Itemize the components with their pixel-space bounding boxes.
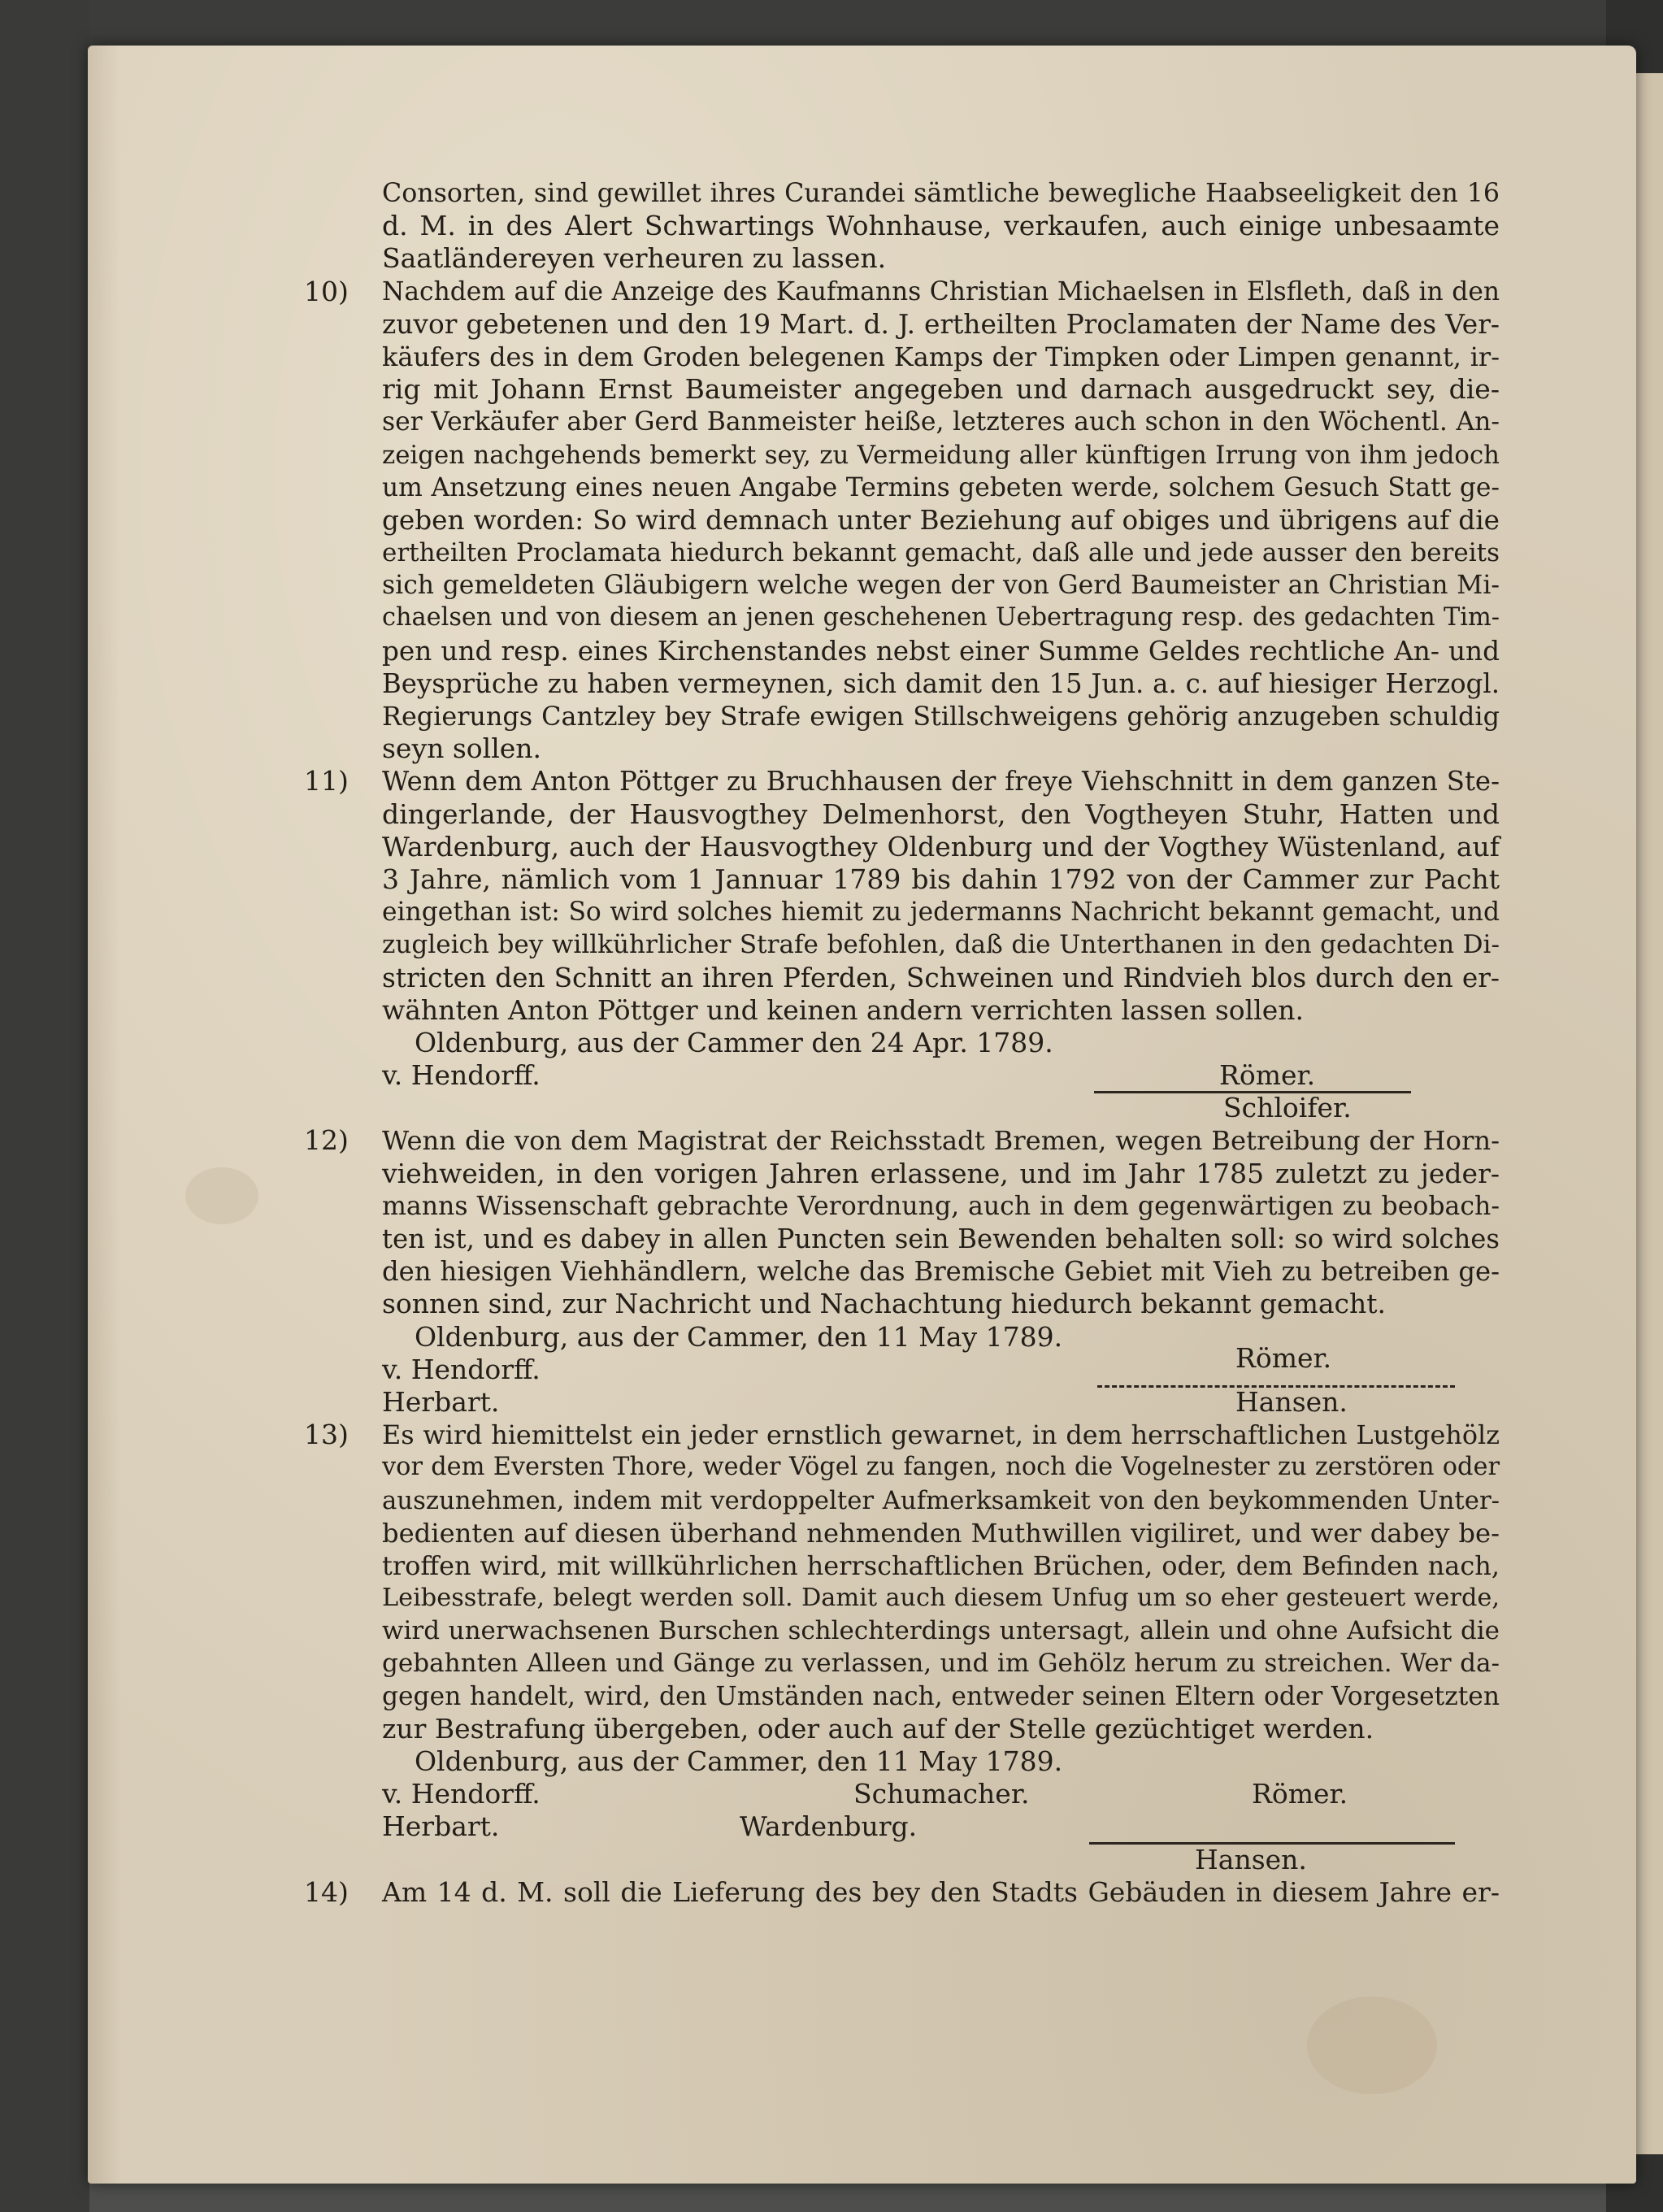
text-line: sich gemeldeten Gläubigern welche wegen der von Gerd Baumeister an Christian Mi- [382,571,1500,601]
text-line: ser Verkäufer aber Gerd Banmeister heiße, letzteres auch schon in den Wöchentl. An- [382,407,1500,437]
text-line: eingethan ist: So wird solches hiemit zu jedermanns Nachricht bekannt gemacht, und [382,897,1500,928]
text-line: Beysprüche zu haben vermeynen, sich damit den 15 Jun. a. c. auf hiesiger Herzogl. [382,667,1500,699]
text-line: dingerlande, der Hausvogthey Delmenhorst, den Vogtheyen Stuhr, Hatten und [382,797,1500,830]
text-line: zeigen nachgehends bemerkt sey, zu Vermeidung aller künftigen Irrung von ihm jedoch [382,440,1500,470]
paper-stain [185,1167,258,1224]
signature-row [382,1059,1500,1092]
text-line: gebahnten Alleen und Gänge zu verlassen, und im Gehölz herum zu streichen. Wer da- [382,1649,1500,1679]
text-line: troffen wird, mit willkührlichen herrschaftlichen Brüchen, oder, dem Befinden nach, [382,1549,1500,1581]
text-line: zur Bestrafung übergeben, oder auch auf der Stelle gezüchtiget werden. [382,1712,1374,1745]
signature: Römer. [1219,1059,1316,1092]
entry-12 [304,1124,1500,1419]
signature: Schumacher. [853,1778,1030,1810]
text-line: Consorten, sind gewillet ihres Curandei sämtliche bewegliche Haabseeligkeit den 16 [382,179,1500,208]
signature: v. Hendorff. [382,1778,541,1810]
place-date: Oldenburg, aus der Cammer, den 11 May 1789. [415,1745,1063,1777]
text-line: wird unerwachsenen Burschen schlechterdings untersagt, allein und ohne Aufsicht die [382,1616,1500,1646]
place-date: Oldenburg, aus der Cammer den 24 Apr. 1789. [415,1026,1053,1058]
text-line: Regierungs Cantzley bey Strafe ewigen Stillschweigens gehörig anzugeben schuldig [382,701,1500,732]
text-line: chaelsen und von diesem an jenen geschehenen Uebertragung resp. des gedachten Tim- [382,603,1500,632]
signature: Römer. [1252,1778,1348,1810]
text-line: ertheilten Proclamata hiedurch bekannt gemacht, daß alle und jede ausser den bereits [382,538,1500,568]
text-line: Wenn dem Anton Pöttger zu Bruchhausen der freye Viehschnitt in dem ganzen Ste- [382,766,1500,797]
text-line: manns Wissenschaft gebrachte Verordnung, auch in dem gegenwärtigen zu beobach- [382,1191,1500,1221]
text-line: käufers des in dem Groden belegenen Kamps der Timpken oder Limpen genannt, ir- [382,341,1500,372]
signature-row [382,1844,1500,1876]
entry-14 [304,1875,1500,1909]
document-text [304,177,1500,1909]
signature: Römer. [1235,1341,1332,1374]
text-line: 3 Jahre, nämlich vom 1 Jannuar 1789 bis dahin 1792 von der Cammer zur Pacht [382,863,1500,895]
scan-backdrop-left [0,0,89,2212]
text-line: seyn sollen. [382,732,542,765]
text-line: pen und resp. eines Kirchenstandes nebst einer Summe Geldes rechtliche An- und [382,635,1500,667]
text-line: bedienten auf diesen überhand nehmenden Muthwillen vigiliret, und wer dabey be- [382,1517,1500,1549]
entry-number: 12) [304,1124,349,1157]
text-line: viehweiden, in den vorigen Jahren erlassene, und im Jahr 1785 zuletzt zu jeder- [382,1157,1500,1189]
entry-10 [304,275,1500,766]
text-line: stricten den Schnitt an ihren Pferden, Schweinen und Rindvieh blos durch den er- [382,962,1500,993]
signature: Herbart. [382,1810,500,1843]
text-line: um Ansetzung eines neuen Angabe Termins gebeten werde, solchem Gesuch Statt ge- [382,472,1500,502]
signature: Hansen. [1235,1385,1348,1418]
text-line: Nachdem auf die Anzeige des Kaufmanns Christian Michaelsen in Elsfleth, daß in den [382,276,1500,306]
signature-row [382,1386,1500,1419]
entry-number: 10) [304,275,349,307]
text-line: d. M. in des Alert Schwartings Wohnhause, verkaufen, auch einige unbesaamte [382,210,1500,242]
text-line: vor dem Eversten Thore, weder Vögel zu fangen, noch die Vogelnester zu zerstören oder [382,1453,1500,1482]
place-date: Oldenburg, aus der Cammer, den 11 May 1789. [415,1320,1063,1353]
entry-number: 11) [304,765,349,797]
fragment-paragraph [382,177,1500,276]
signature: Herbart. [382,1385,500,1418]
text-line: Es wird hiemittelst ein jeder ernstlich gewarnet, in dem herrschaftlichen Lustgehölz [382,1419,1500,1451]
signature: Hansen. [1195,1843,1307,1875]
text-line: zuvor gebetenen und den 19 Mart. d. J. ertheilten Proclamaten der Name des Ver- [382,308,1500,340]
signature: Wardenburg. [740,1810,918,1843]
text-line: Am 14 d. M. soll die Lieferung des bey den Stadts Gebäuden in diesem Jahre er- [382,1875,1500,1908]
text-line: auszunehmen, indem mit verdoppelter Aufmerksamkeit von den beykommenden Unter- [382,1485,1500,1515]
signature-row [382,1341,1500,1386]
text-line: ten ist, und es dabey in allen Puncten sein Bewenden behalten soll: so wird solches [382,1223,1500,1254]
entry-13 [304,1419,1500,1876]
text-line: rig mit Johann Ernst Baumeister angegeben und darnach ausgedruckt sey, die- [382,373,1500,406]
signature-row [382,1810,1500,1843]
text-line: den hiesigen Viehhändlern, welche das Bremische Gebiet mit Vieh zu betreiben ge- [382,1256,1500,1288]
signature: v. Hendorff. [382,1353,541,1385]
signature-row [382,1778,1500,1810]
signature: v. Hendorff. [382,1059,541,1092]
text-line: gegen handelt, wird, den Umständen nach, entweder seinen Eltern oder Vorgesetzten [382,1681,1500,1711]
signature: Schloifer. [1223,1092,1352,1124]
text-line: Saatländereyen verheuren zu lassen. [382,242,887,275]
text-line: Wardenburg, auch der Hausvogthey Oldenburg und der Vogthey Wüstenland, auf [382,830,1500,863]
text-line: sonnen sind, zur Nachricht und Nachachtung hiedurch bekannt gemacht. [382,1288,1387,1320]
text-line: wähnten Anton Pöttger und keinen andern verrichten lassen sollen. [382,993,1305,1026]
text-line: Leibesstrafe, belegt werden soll. Damit auch diesem Unfug um so eher gesteuert werde, [382,1584,1500,1613]
text-line: geben worden: So wird demnach unter Beziehung auf obiges und übrigens auf die [382,504,1500,536]
signature-row [382,1092,1500,1124]
entry-number: 14) [304,1875,349,1908]
text-line: zugleich bey willkührlicher Strafe befohlen, daß die Unterthanen in den gedachten Di- [382,930,1500,960]
entry-11 [304,765,1500,1124]
text-line: Wenn die von dem Magistrat der Reichsstadt Bremen, wegen Betreibung der Horn- [382,1125,1500,1157]
entry-number: 13) [304,1419,349,1451]
paper-stain [1307,1997,1437,2094]
